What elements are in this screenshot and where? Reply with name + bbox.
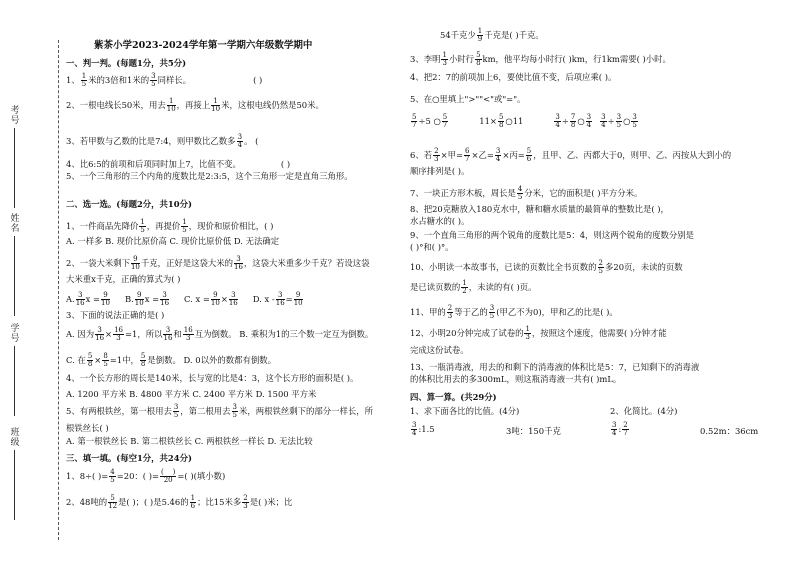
judge-q1: 1、 $\frac{1}{5}$ 米的3倍和1米的 $\frac{3}{5}$ 同样长。 ( ) [66,72,263,88]
calc-q2-heading: 2、化简比。(4分) [610,406,678,416]
side-fill-line [14,236,15,316]
choice-q1: 1、一件商品先降价 $\frac{1}{5}$ ，再提价 $\frac{1}{5}$ ，现价和原价相比，( ) [66,218,274,234]
judge-q2: 2、一根电线长50米，用去 $\frac{1}{10}$ ，再接上 $\frac{1}{10}$ 米，这根电线仍然是50米。 [66,97,324,113]
section-1-heading: 一、判一判。(每题1分，共5分) [66,58,187,68]
fill-q13: 13、一瓶消毒液，用去的和剩下的消毒液的体积比是5：7，已知剩下的消毒液 [410,362,700,372]
fill-q5: 5、在○里填上">""<"或"="。 [410,94,526,104]
judge-q4: 4、比6:5的前项和后项同时加上7，比值不变。 ( ) [66,159,291,169]
calc-q1-heading: 1、求下面各比的比值。(4分) [410,406,520,416]
fill-q3: 3、李明 $\frac{1}{3}$ 小时行 $\frac{5}{8}$ km，他平均每小时行( )km，行1km需要( )小时。 [410,51,671,67]
choice-q1-options: A. 一样多 B. 现价比原价高 C. 现价比原价低 D. 无法确定 [66,236,280,246]
judge-q5: 5、一个三角形的三个内角的度数比是2:3:5，这个三角形一定是直角三角形。 [66,171,353,181]
side-label-student-id: 学号 [10,324,20,344]
fill-q7: 7、一块正方形木板，周长是 $\frac{4}{5}$ 分米，它的面积是( )平方分米。 [410,185,643,201]
fill-q13-line2: 的体积比用去的多300mL，则这瓶消毒液一共有( )mL。 [410,374,622,384]
choice-q2-options: A. $\frac{3}{16}$ x = $\frac{9}{10}$ B. $\frac{9}{10}$ x = $\frac{3}{16}$ C. x = $\frac{9}{10}$ × $\frac{3}{16}$ D. x - $\frac{3}{16}$ = $\frac{9}{10}$ [66,291,303,307]
judge-q3: 3、若甲数与乙数的比是7:4，则甲数比乙数多 $\frac{3}{4}$ 。 ( [66,133,259,149]
fill-q5-items: $\frac{5}{7}$ ÷5 ○ $\frac{5}{7}$ 11× $\frac{5}{8}$ ○11 $\frac{3}{4}$ ÷ $\frac{7}{8}$ ○ $\frac{3}{4}$ $\frac{3}{4}$ ÷ $\frac{3}{5}$ ○ $\frac{3}{5}$ [412,113,637,129]
fill-q9-line2: ( )°和( )°。 [410,242,454,252]
choice-q3-option-a: A. 因为 $\frac{3}{16}$ × $\frac{16}{3}$ =1，所以 $\frac{3}{16}$ 和 $\frac{16}{3}$ 互为倒数。 B. 乘积为1的三个数一定互为倒数。 [66,326,374,342]
fill-q9: 9、一个直角三角形的两个锐角的度数比是5：4，则这两个锐角的度数分别是 [410,230,694,240]
side-label-exam-no: 考号 [10,106,20,126]
choice-q3-option-c: C. 在 $\frac{5}{8}$ × $\frac{8}{5}$ =1中， $\frac{5}{8}$ 是倒数。 D. 0以外的数都有倒数。 [66,352,276,368]
choice-q5-line2: 根铁丝长( ) [66,423,109,433]
choice-q4: 4、一个长方形的周长是140米，长与宽的比是4：3，这个长方形的面积是( )。 [66,373,359,383]
side-label-class: 班级 [10,428,20,448]
section-2-heading: 二、选一选。(每题2分，共10分) [66,199,192,209]
fill-q2: 2、48吨的 $\frac{5}{12}$ 是( )；( )是5.46的 $\frac{1}{6}$ ；比15米多 $\frac{2}{3}$ 是( )米；比 [66,494,293,510]
side-fill-line [14,346,15,416]
calc-item-d: 0.52m：36cm [700,426,759,436]
choice-q5: 5、有两根铁丝，第一根用去 $\frac{3}{5}$ ，第二根用去 $\frac{3}{5}$ 米，两根铁丝剩下的部分一样长，所 [66,403,374,419]
fill-q6: 6、若 $\frac{2}{3}$ ×甲= $\frac{6}{7}$ ×乙= $\frac{3}{4}$ ×丙= $\frac{5}{6}$ ，且甲、乙、丙都大于0，则甲、乙、丙按从大到小的 [410,147,732,163]
side-label-name: 姓名 [10,214,20,234]
choice-q4-options: A. 1200 平方米 B. 4800 平方米 C. 2400 平方米 D. 1500 平方米 [66,389,317,399]
choice-q2-line2: 大米重x千克，正确的算式为( ) [66,274,181,284]
side-fill-line [14,128,15,208]
fill-q12-line2: 完成这份试卷。 [410,345,469,355]
fill-q10-line2: 是已读页数的 $\frac{1}{2}$ ，未读的有( )页。 [410,279,537,295]
fill-q1: 1、8÷( )= $\frac{4}{5}$ =20：( )= $\frac{( )}{20}$ =( )(填小数) [66,468,226,484]
fill-q2-cont: 54千克少 $\frac{1}{9}$ 千克是( )千克。 [440,27,544,43]
fill-q11: 11、甲的 $\frac{2}{3}$ 等于乙的 $\frac{3}{5}$ (甲乙不为0)，甲和乙的比是( )。 [410,304,618,320]
section-4-heading: 四、算一算。(共29分) [410,392,497,402]
calc-item-b: 3吨：150千克 [506,426,561,436]
fill-q10: 10、小明读一本故事书，已读的页数比全书页数的 $\frac{2}{5}$ 多20页，未读的页数 [410,259,683,275]
fill-q8: 8、把20克糖放入180克水中，糖和糖水质量的最简单的整数比是( )， [410,204,669,214]
fill-q8-line2: 水占糖水的( )。 [410,216,470,226]
calc-item-c: $\frac{3}{4}$ : $\frac{2}{7}$ [612,421,628,437]
binding-dashed-line [58,40,59,540]
fill-q12: 12、小明20分钟完成了试卷的 $\frac{1}{3}$ ，按照这个速度，他需要( )分钟才能 [410,325,667,341]
choice-q5-options: A. 第一根铁丝长 B. 第二根铁丝长 C. 两根铁丝一样长 D. 无法比较 [66,436,313,446]
exam-title: 紫茶小学2023-2024学年第一学期六年级数学期中 [94,40,313,51]
side-fill-line [14,450,15,520]
fill-q6-line2: 顺序排列是( )。 [410,166,470,176]
section-3-heading: 三、填一填。(每空1分，共24分) [66,453,192,463]
fill-q4: 4、把2：7的前项加上6，要使比值不变，后项应乘( )。 [410,72,617,82]
choice-q2: 2、一袋大米剩下 $\frac{9}{10}$ 千克，正好是这袋大米的 $\frac{3}{16}$ ，这袋大米重多少千克？若设这袋 [66,255,370,271]
choice-q3: 3、下面的说法正确的是( ) [66,310,165,320]
calc-items: $\frac{3}{4}$ :1.5 [412,421,435,437]
